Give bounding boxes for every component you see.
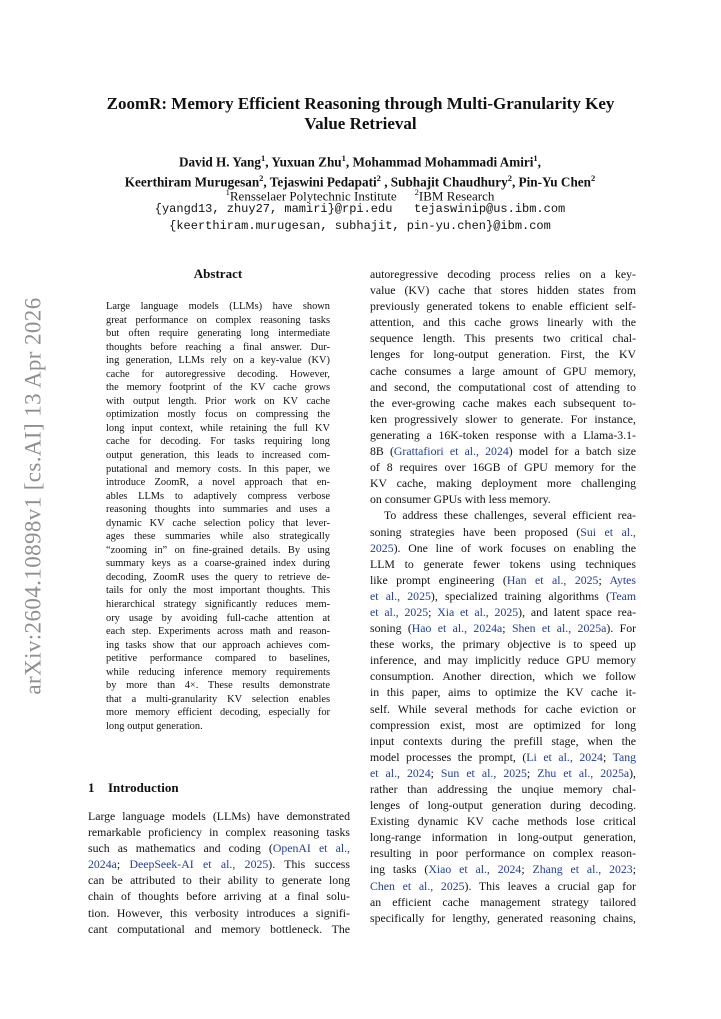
text-run: ; <box>598 572 610 587</box>
text-run: ; <box>526 765 538 780</box>
affiliation-mark: 1 <box>225 187 230 197</box>
abstract-line: optimization mostly focus on compressing the <box>106 409 330 421</box>
section-title: Introduction <box>108 780 179 795</box>
citation-link[interactable]: Team <box>609 588 637 603</box>
intro-left-column <box>88 808 350 937</box>
text-run: To address these challenges, several efficient rea- <box>384 508 636 523</box>
body-text-line <box>370 443 636 459</box>
author-affiliation-mark: 1 <box>341 153 346 163</box>
text-run: ), specialized training algorithms ( <box>430 588 610 603</box>
body-text-line <box>370 507 636 523</box>
body-text-line <box>370 620 636 636</box>
intro-right-column <box>370 266 636 926</box>
affiliation-name: Rensselaer Polytechnic Institute <box>229 188 397 204</box>
abstract-line: ages these summaries while also strategically <box>106 531 330 543</box>
body-text-line <box>370 379 636 395</box>
text-run: ), and latent space rea- <box>518 604 636 619</box>
text-run: attention, and this cache grows linearly with the <box>370 315 636 330</box>
body-text-line <box>88 840 350 856</box>
citation-link[interactable]: Han et al., 2025 <box>506 572 599 587</box>
arxiv-identifier-text: arXiv:2604.10898v1 [cs.AI] 13 Apr 2026 <box>21 297 46 695</box>
text-run: ; <box>502 621 512 636</box>
abstract-line: thoughts before reaching a final answer. Dur- <box>106 341 330 353</box>
text-run: ken progressively slower to generate. For instance, <box>370 411 636 426</box>
abstract-line: great performance on complex reasoning tasks <box>106 314 330 326</box>
author-name: Keerthiram Murugesan <box>124 174 260 190</box>
text-run: of 8 requires over 16GB of GPU memory for the <box>370 460 636 475</box>
abstract-line: “zooming in” on fine-grained details. By using <box>106 544 330 556</box>
body-text-line <box>370 266 636 282</box>
abstract-line: ory usage by avoiding full-cache attention at <box>106 612 330 624</box>
text-run: input contexts during the prefill stage, when the <box>370 733 636 748</box>
author-affiliation-mark: 2 <box>590 173 596 184</box>
abstract-line: cache for autoregressive decoding. However, <box>106 368 330 380</box>
body-text-line <box>370 829 636 845</box>
text-run: previously generated tokens to enable efficient self- <box>370 299 636 314</box>
text-run: Large language models (LLMs) have demonstrated <box>88 809 350 823</box>
abstract-body <box>106 300 330 734</box>
paper-title <box>88 94 633 134</box>
body-text-line <box>88 921 350 937</box>
text-run: an efficient cache management strategy tailored <box>370 894 636 909</box>
text-run: ; <box>428 604 438 619</box>
body-text-line <box>370 878 636 894</box>
abstract-line: long output generation. <box>106 720 203 732</box>
author-affiliation-mark: 1 <box>260 153 266 163</box>
author-name: Yuxuan Zhu <box>271 154 342 170</box>
body-text-line <box>370 781 636 797</box>
text-run: soning strategies have been proposed ( <box>370 524 581 539</box>
author-affiliation-mark: 2 <box>376 173 381 184</box>
section-number: 1 <box>88 780 95 795</box>
abstract-line: output generation, this leads to increased com- <box>106 450 330 462</box>
text-run: ; <box>602 749 613 764</box>
text-run: the ever-growing cache makes each subsequent to- <box>370 395 636 410</box>
citation-link[interactable]: Li et al., 2024 <box>526 749 603 764</box>
abstract-heading: Abstract <box>193 266 243 281</box>
body-text-line <box>370 572 636 588</box>
body-text-line <box>370 652 636 668</box>
affiliation-name: IBM Research <box>418 188 495 204</box>
text-run: ). For <box>606 621 637 636</box>
text-run: ). This success <box>268 857 350 872</box>
abstract-line: decoding, ZoomR uses the query to retrieve de- <box>106 571 330 583</box>
text-run: long-range information in long-output generation, <box>370 830 636 845</box>
paper-title-line: ZoomR: Memory Efficient Reasoning through Multi-Granularity Key <box>106 94 615 113</box>
citation-link[interactable]: DeepSeek-AI et al., 2025 <box>129 857 269 872</box>
body-text-line <box>370 797 636 813</box>
citation-link[interactable]: Aytes <box>609 572 636 587</box>
citation-link[interactable]: 2024a <box>88 857 117 872</box>
text-run: in this paper, aims to optimize the KV cache it- <box>370 685 636 700</box>
author-name: Pin-Yu Chen <box>518 174 591 190</box>
body-text-line <box>370 701 636 717</box>
abstract-line: Large language models (LLMs) have shown <box>106 301 330 312</box>
abstract-line: tails for only the most important thoughts. This <box>106 585 330 597</box>
body-text-line <box>370 668 636 684</box>
body-text-line <box>370 411 636 427</box>
section-heading <box>88 780 179 796</box>
body-text-line <box>88 905 350 921</box>
body-text-line <box>370 604 636 620</box>
citation-link[interactable]: Sui et al., <box>580 524 636 539</box>
abstract-line: with output length. Prior work on KV cache <box>106 395 330 407</box>
text-run: LLM to generate fewer tokens using techniques <box>370 556 636 571</box>
author-line: Keerthiram Murugesan$^2$, Tejaswini Pedapati$^2$ , Subhajit Chaudhury$^2$, Pin-Yu Chen$^2$ <box>124 173 596 190</box>
author-name: David H. Yang <box>179 154 261 170</box>
body-text-line <box>370 636 636 652</box>
body-text-line <box>370 910 636 926</box>
citation-link[interactable]: et al., 2025 <box>370 604 429 619</box>
body-text-line <box>88 872 350 888</box>
abstract-line: introduce ZoomR, a novel approach that en- <box>106 477 330 489</box>
body-text-line <box>370 684 636 700</box>
abstract-line: petitive performance compared to baselines, <box>106 653 330 665</box>
text-run: on consumer GPUs with less memory. <box>370 492 551 507</box>
text-run: and second, the computational cost of attending to <box>370 379 636 394</box>
body-text-line <box>370 363 636 379</box>
abstract-line: dynamic KV cache selection policy that lever- <box>106 517 330 529</box>
body-text-line <box>370 475 636 491</box>
text-run: value (KV) cache that stores hidden states from <box>370 283 636 298</box>
abstract-line: more memory efficient decoding, especially for <box>106 707 330 719</box>
body-text-line <box>370 282 636 298</box>
text-run: model processes the prompt, ( <box>370 749 527 764</box>
text-run: like prompt engineering ( <box>370 572 507 587</box>
text-run: Existing dynamic KV cache methods lose critical <box>370 814 636 829</box>
body-text-line <box>370 861 636 877</box>
abstract-line: long input context, while retaining the full KV <box>106 422 330 434</box>
abstract-line: putational and memory costs. In this paper, we <box>106 463 330 475</box>
body-text-line <box>370 813 636 829</box>
text-run: remarkable proficiency in complex reasoning tasks <box>88 825 350 840</box>
author-affiliation-mark: 1 <box>533 153 538 163</box>
affiliation-mark: 2 <box>414 187 419 197</box>
citation-link[interactable]: Tang <box>612 749 636 764</box>
text-run: ; <box>632 862 636 877</box>
citation-link[interactable]: OpenAI et al., <box>272 841 351 856</box>
body-text-line <box>370 588 636 604</box>
text-run: generating a 16K-token response with a Llama-3.1- <box>370 427 636 442</box>
text-run: autoregressive decoding process relies on a key- <box>370 267 636 281</box>
body-text-line <box>370 749 636 765</box>
text-run: lenges of long-output generation during decoding. <box>370 798 636 813</box>
text-run: sequence length. This presents two critical chal- <box>370 331 636 346</box>
text-run: tion. However, this verbosity introduces a signifi- <box>88 905 350 920</box>
abstract-line: but often require generating long intermediate <box>106 328 330 340</box>
body-text-line <box>370 733 636 749</box>
text-run: resulting in poor performance on complex reason- <box>370 846 636 861</box>
body-text-line <box>88 856 350 872</box>
text-run: specifically for lengthy, generated reasoning chains, <box>370 910 636 925</box>
body-text-line <box>370 717 636 733</box>
body-text-line <box>88 824 350 840</box>
author-email-line: {yangd13, zhuy27, mamiri}@rpi.edu tejaswinip@us.ibm.com <box>154 202 566 216</box>
citation-link[interactable]: Shen et al., 2025a <box>511 621 607 636</box>
abstract-line: ables LLMs to adaptively compress verbose <box>106 490 330 502</box>
text-run: 8B ( <box>370 444 394 459</box>
abstract-line: summary keys as a coarse-grained index during <box>106 558 330 570</box>
body-text-line <box>370 491 636 507</box>
paper-title-line: Value Retrieval <box>304 114 417 133</box>
text-run: ; <box>521 862 533 877</box>
abstract-line: that a multi-granularity KV selection enables <box>106 693 330 705</box>
author-line: David H. Yang$^1$, Yuxuan Zhu$^1$, Mohammad Mohammadi Amiri$^1$, <box>179 153 541 170</box>
author-email-line: {keerthiram.murugesan, subhajit, pin-yu.chen}@ibm.com <box>169 219 551 233</box>
body-text-line <box>370 330 636 346</box>
text-run: self. While several methods for cache eviction or <box>370 701 636 716</box>
citation-link[interactable]: Sun et al., 2025 <box>440 765 527 780</box>
body-text-line <box>88 808 350 824</box>
text-run: KV cache, making deployment more challenging <box>370 476 636 491</box>
abstract-line: hierarchical strategy significantly reduces mem- <box>106 599 330 611</box>
body-text-line <box>370 524 636 540</box>
body-text-line <box>370 845 636 861</box>
citation-link[interactable]: et al., 2024 <box>370 765 431 780</box>
author-affiliation-mark: 2 <box>259 173 264 184</box>
author-name: Subhajit Chaudhury <box>390 174 508 190</box>
abstract-line: ing generation, LLMs rely on a key-value (KV) <box>106 355 330 367</box>
text-run: lenges for long-output generation. First, the KV <box>370 347 636 362</box>
body-text-line <box>370 765 636 781</box>
text-run: consumption. Another direction, which we follow <box>370 669 636 684</box>
body-text-line <box>370 540 636 556</box>
body-text-line <box>370 314 636 330</box>
text-run: these works, the primary objective is to speed up <box>370 637 636 652</box>
body-text-line <box>370 346 636 362</box>
text-run: can be attributed to their ability to generate long <box>88 873 350 888</box>
body-text-line <box>370 395 636 411</box>
text-run: compression exist, most are optimized for long <box>370 717 636 732</box>
citation-link[interactable]: Chen et al., 2025 <box>370 878 465 893</box>
text-run: chain of thoughts before arriving at a final solu- <box>88 889 350 904</box>
text-run: such as mathematics and coding ( <box>88 841 273 856</box>
abstract-line: each step. Experiments across math and reason- <box>106 626 330 638</box>
text-run: cant computational and memory bottleneck. The <box>88 921 350 936</box>
citation-link[interactable]: Xia et al., 2025 <box>437 604 519 619</box>
body-text-line <box>370 427 636 443</box>
body-text-line <box>88 888 350 904</box>
author-affiliation-mark: 2 <box>507 173 512 184</box>
text-run: ). One line of work focuses on enabling the <box>393 540 636 555</box>
abstract-line: reasoning thoughts into summaries and uses a <box>106 504 330 516</box>
citation-link[interactable]: Zhu et al., 2025a <box>537 765 630 780</box>
text-run: ing tasks ( <box>370 862 429 877</box>
citation-link[interactable]: et al., 2025 <box>370 588 431 603</box>
text-run: ). This leaves a crucial gap for <box>464 878 636 893</box>
abstract-line: ing tasks show that our approach achieves com- <box>106 639 330 651</box>
arxiv-identifier-stamp <box>14 297 54 695</box>
abstract-line: cache for decoding. For tasks requiring long <box>106 436 330 448</box>
abstract-line: while reducing inference memory requirements <box>106 666 330 678</box>
body-text-line <box>370 459 636 475</box>
text-run: rather than addressing the unqiue memory chal- <box>370 782 636 796</box>
text-run: inference, and may implicitly reduce GPU memory <box>370 653 636 668</box>
body-text-line <box>370 298 636 314</box>
abstract-line: by more than 4×. These results demonstrate <box>106 680 330 692</box>
abstract-line: the memory footprint of the KV cache grows <box>106 382 330 394</box>
text-run: soning ( <box>370 621 412 636</box>
body-text-line <box>370 556 636 572</box>
author-name: Mohammad Mohammadi Amiri <box>352 154 534 170</box>
text-run: cache consumes a large amount of GPU memory, <box>370 363 636 378</box>
text-run: ) model for a batch size <box>508 444 636 459</box>
body-text-line <box>370 894 636 910</box>
text-run: ; <box>116 857 130 872</box>
citation-link[interactable]: Hao et al., 2024a <box>411 621 503 636</box>
author-name: Tejaswini Pedapati <box>269 174 377 190</box>
citation-link[interactable]: 2025 <box>370 540 394 555</box>
citation-link[interactable]: Grattafiori et al., 2024 <box>393 444 509 459</box>
text-run: ), <box>629 765 637 780</box>
citation-link[interactable]: Zhang et al., 2023 <box>532 862 633 877</box>
text-run: ; <box>430 765 441 780</box>
citation-link[interactable]: Xiao et al., 2024 <box>428 862 522 877</box>
